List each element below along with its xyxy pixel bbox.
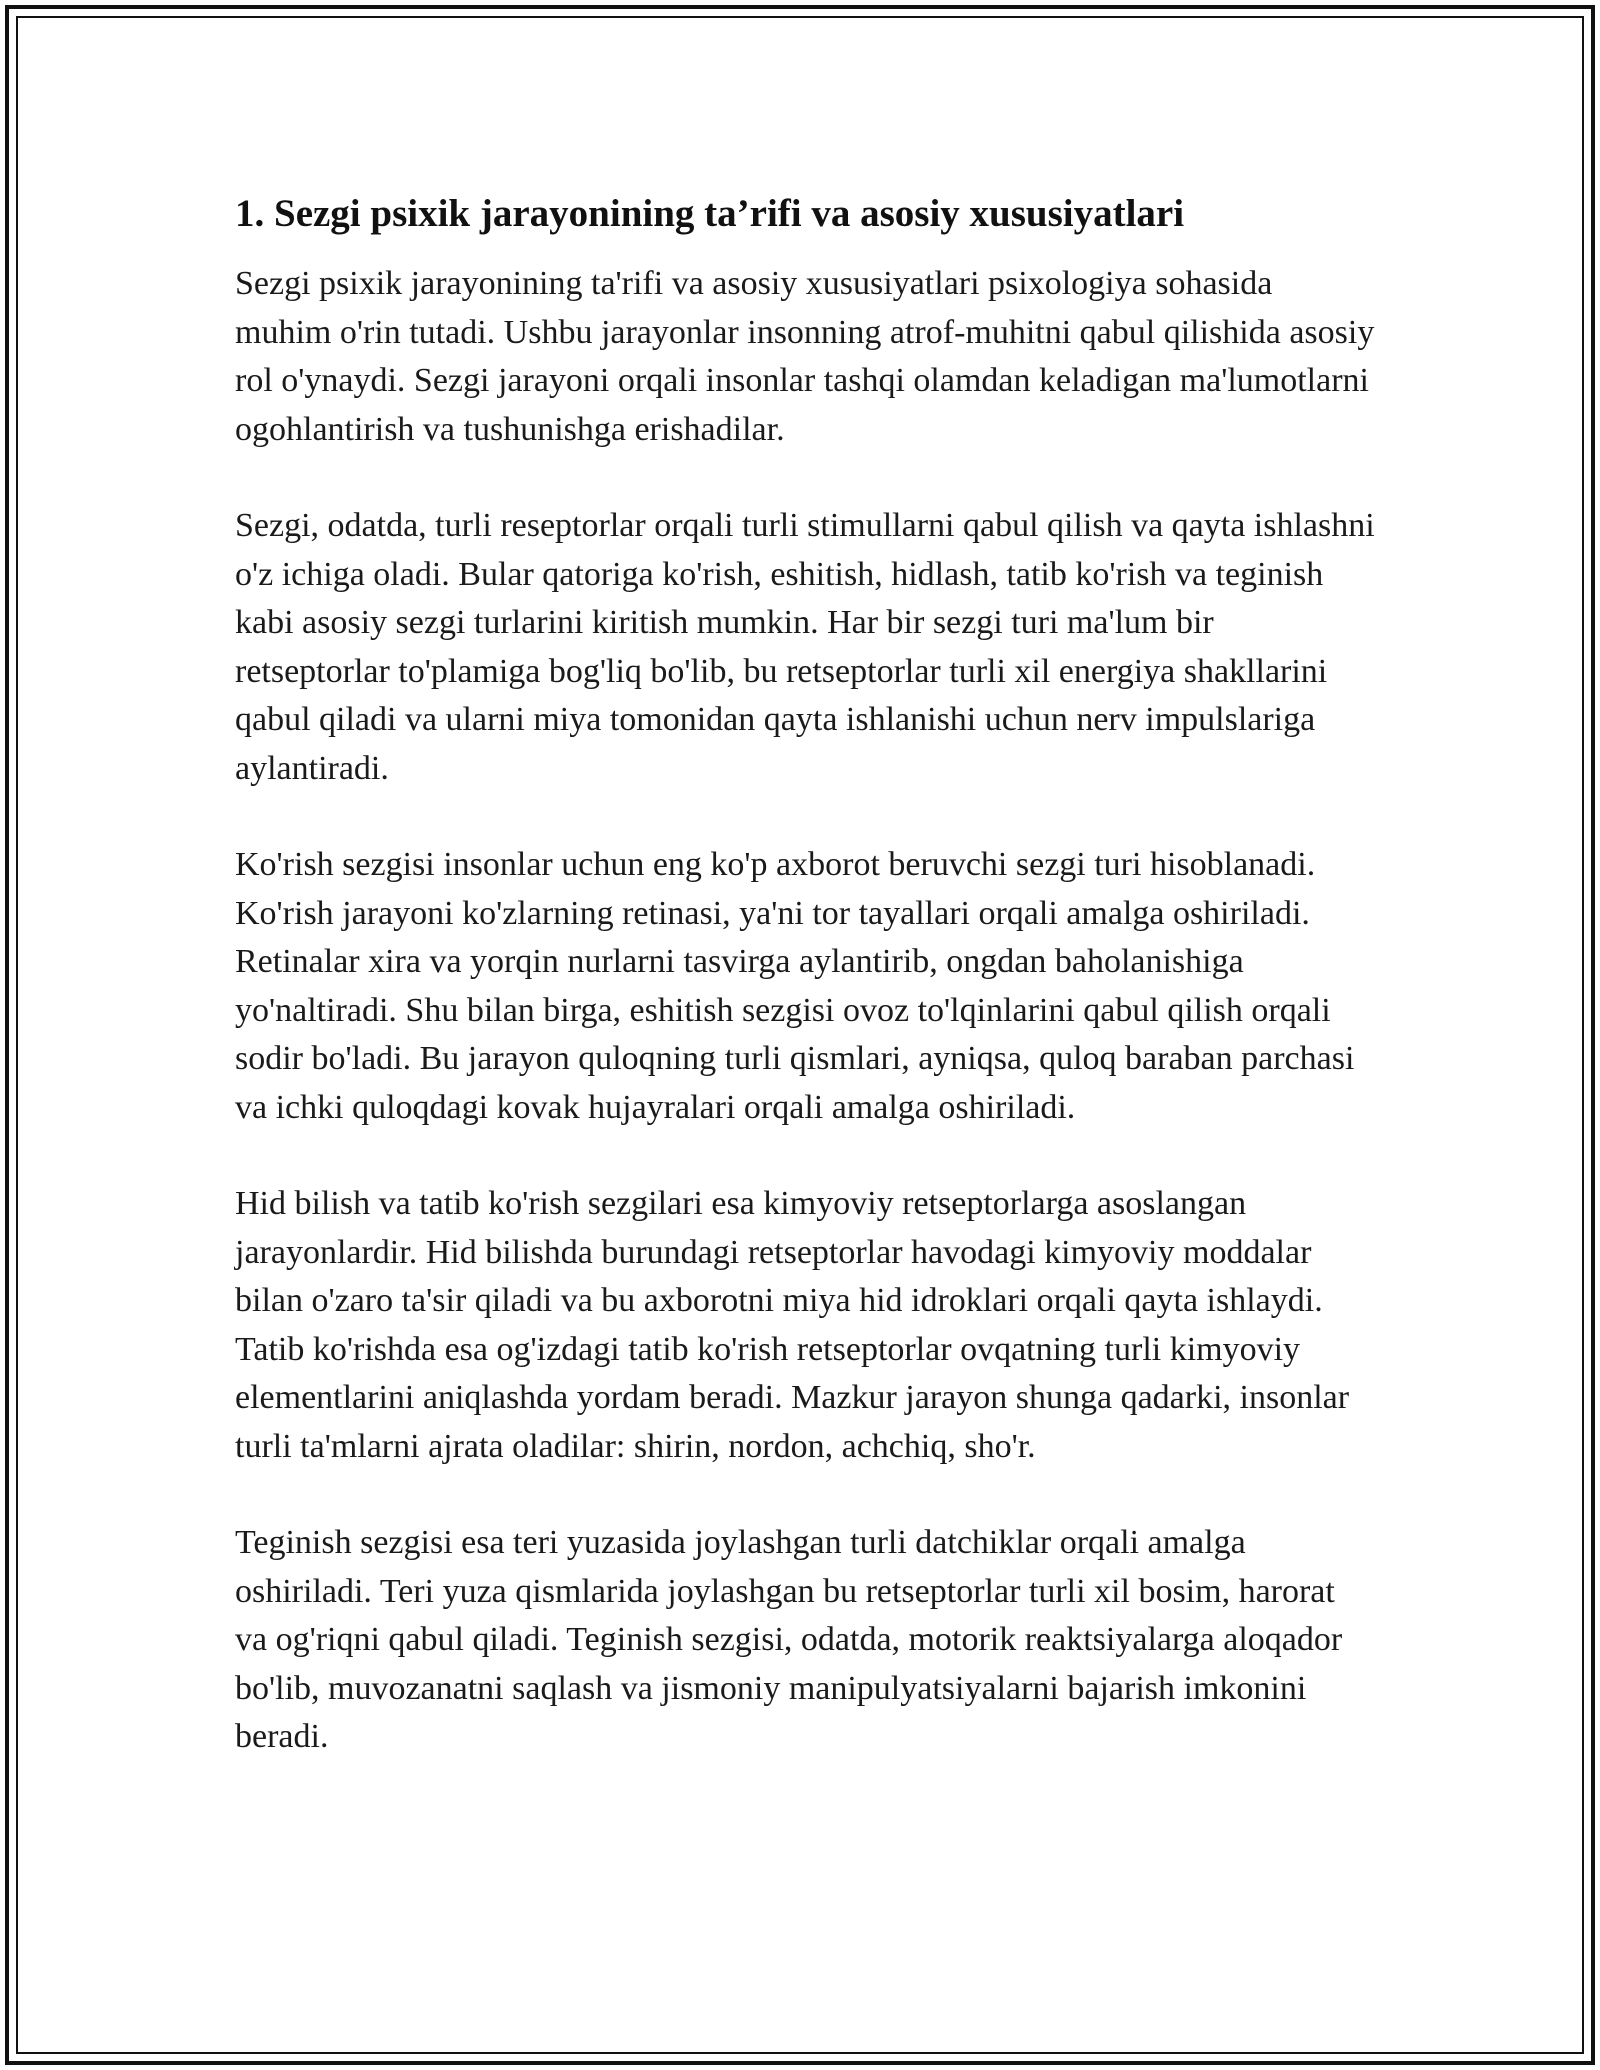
document-body: [235, 186, 1375, 1810]
paragraph-5: Teginish sezgisi esa teri yuzasida joylashgan turli datchiklar orqali amalga oshiriladi. Teri yuza qismlarida joylashgan bu retseptorlar turli xil bosim, harorat va og'riqni qabul qiladi. Teginish sezgisi, odatda, motorik reaktsiyalarga aloqador bo'lib, muvozanatni saqlash va jismoniy manipulyatsiyalarni bajarish imkonini beradi.: [235, 1524, 1343, 1755]
paragraph-3: Ko'rish sezgisi insonlar uchun eng ko'p axborot beruvchi sezgi turi hisoblanadi. Ko'rish jarayoni ko'zlarning retinasi, ya'ni tor tayallari orqali amalga oshiriladi. Retinalar xira va yorqin nurlarni tasvirga aylantirib, ongdan baholanishiga yo'naltiradi. Shu bilan birga, eshitish sezgisi ovoz to'lqinlarini qabul qilish orqali sodir bo'ladi. Bu jarayon quloqning turli qismlari, ayniqsa, quloq baraban parchasi va ichki quloqdagi kovak hujayralari orqali amalga oshiriladi.: [235, 846, 1355, 1126]
paragraph-4: Hid bilish va tatib ko'rish sezgilari esa kimyoviy retseptorlarga asoslangan jarayonlardir. Hid bilishda burundagi retseptorlar havodagi kimyoviy moddalar bilan o'zaro ta'sir qiladi va bu axborotni miya hid idroklari orqali qayta ishlaydi. Tatib ko'rishda esa og'izdagi tatib ko'rish retseptorlar ovqatning turli kimyoviy elementlarini aniqlashda yordam beradi. Mazkur jarayon shunga qadarki, insonlar turli ta'mlarni ajrata oladilar: shirin, nordon, achchiq, sho'r.: [235, 1185, 1350, 1465]
section-heading: 1. Sezgi psixik jarayonining ta’rifi va asosiy xususiyatlari: [235, 192, 1185, 235]
paragraph-2: Sezgi, odatda, turli reseptorlar orqali turli stimullarni qabul qilish va qayta ishlashni o'z ichiga oladi. Bular qatoriga ko'rish, eshitish, hidlash, tatib ko'rish va teginish kabi asosiy sezgi turlarini kiritish mumkin. Har bir sezgi turi ma'lum bir retseptorlar to'plamiga bog'liq bo'lib, bu retseptorlar turli xil energiya shakllarini qabul qiladi va ularni miya tomonidan qayta ishlanishi uchun nerv impulslariga aylantiradi.: [235, 507, 1375, 787]
paragraph-1: Sezgi psixik jarayonining ta'rifi va asosiy xususiyatlari psixologiya sohasida muhim o'rin tutadi. Ushbu jarayonlar insonning atrof-muhitni qabul qilishida asosiy rol o'ynaydi. Sezgi jarayoni orqali insonlar tashqi olamdan keladigan ma'lumotlarni ogohlantirish va tushunishga erishadilar.: [235, 265, 1375, 448]
